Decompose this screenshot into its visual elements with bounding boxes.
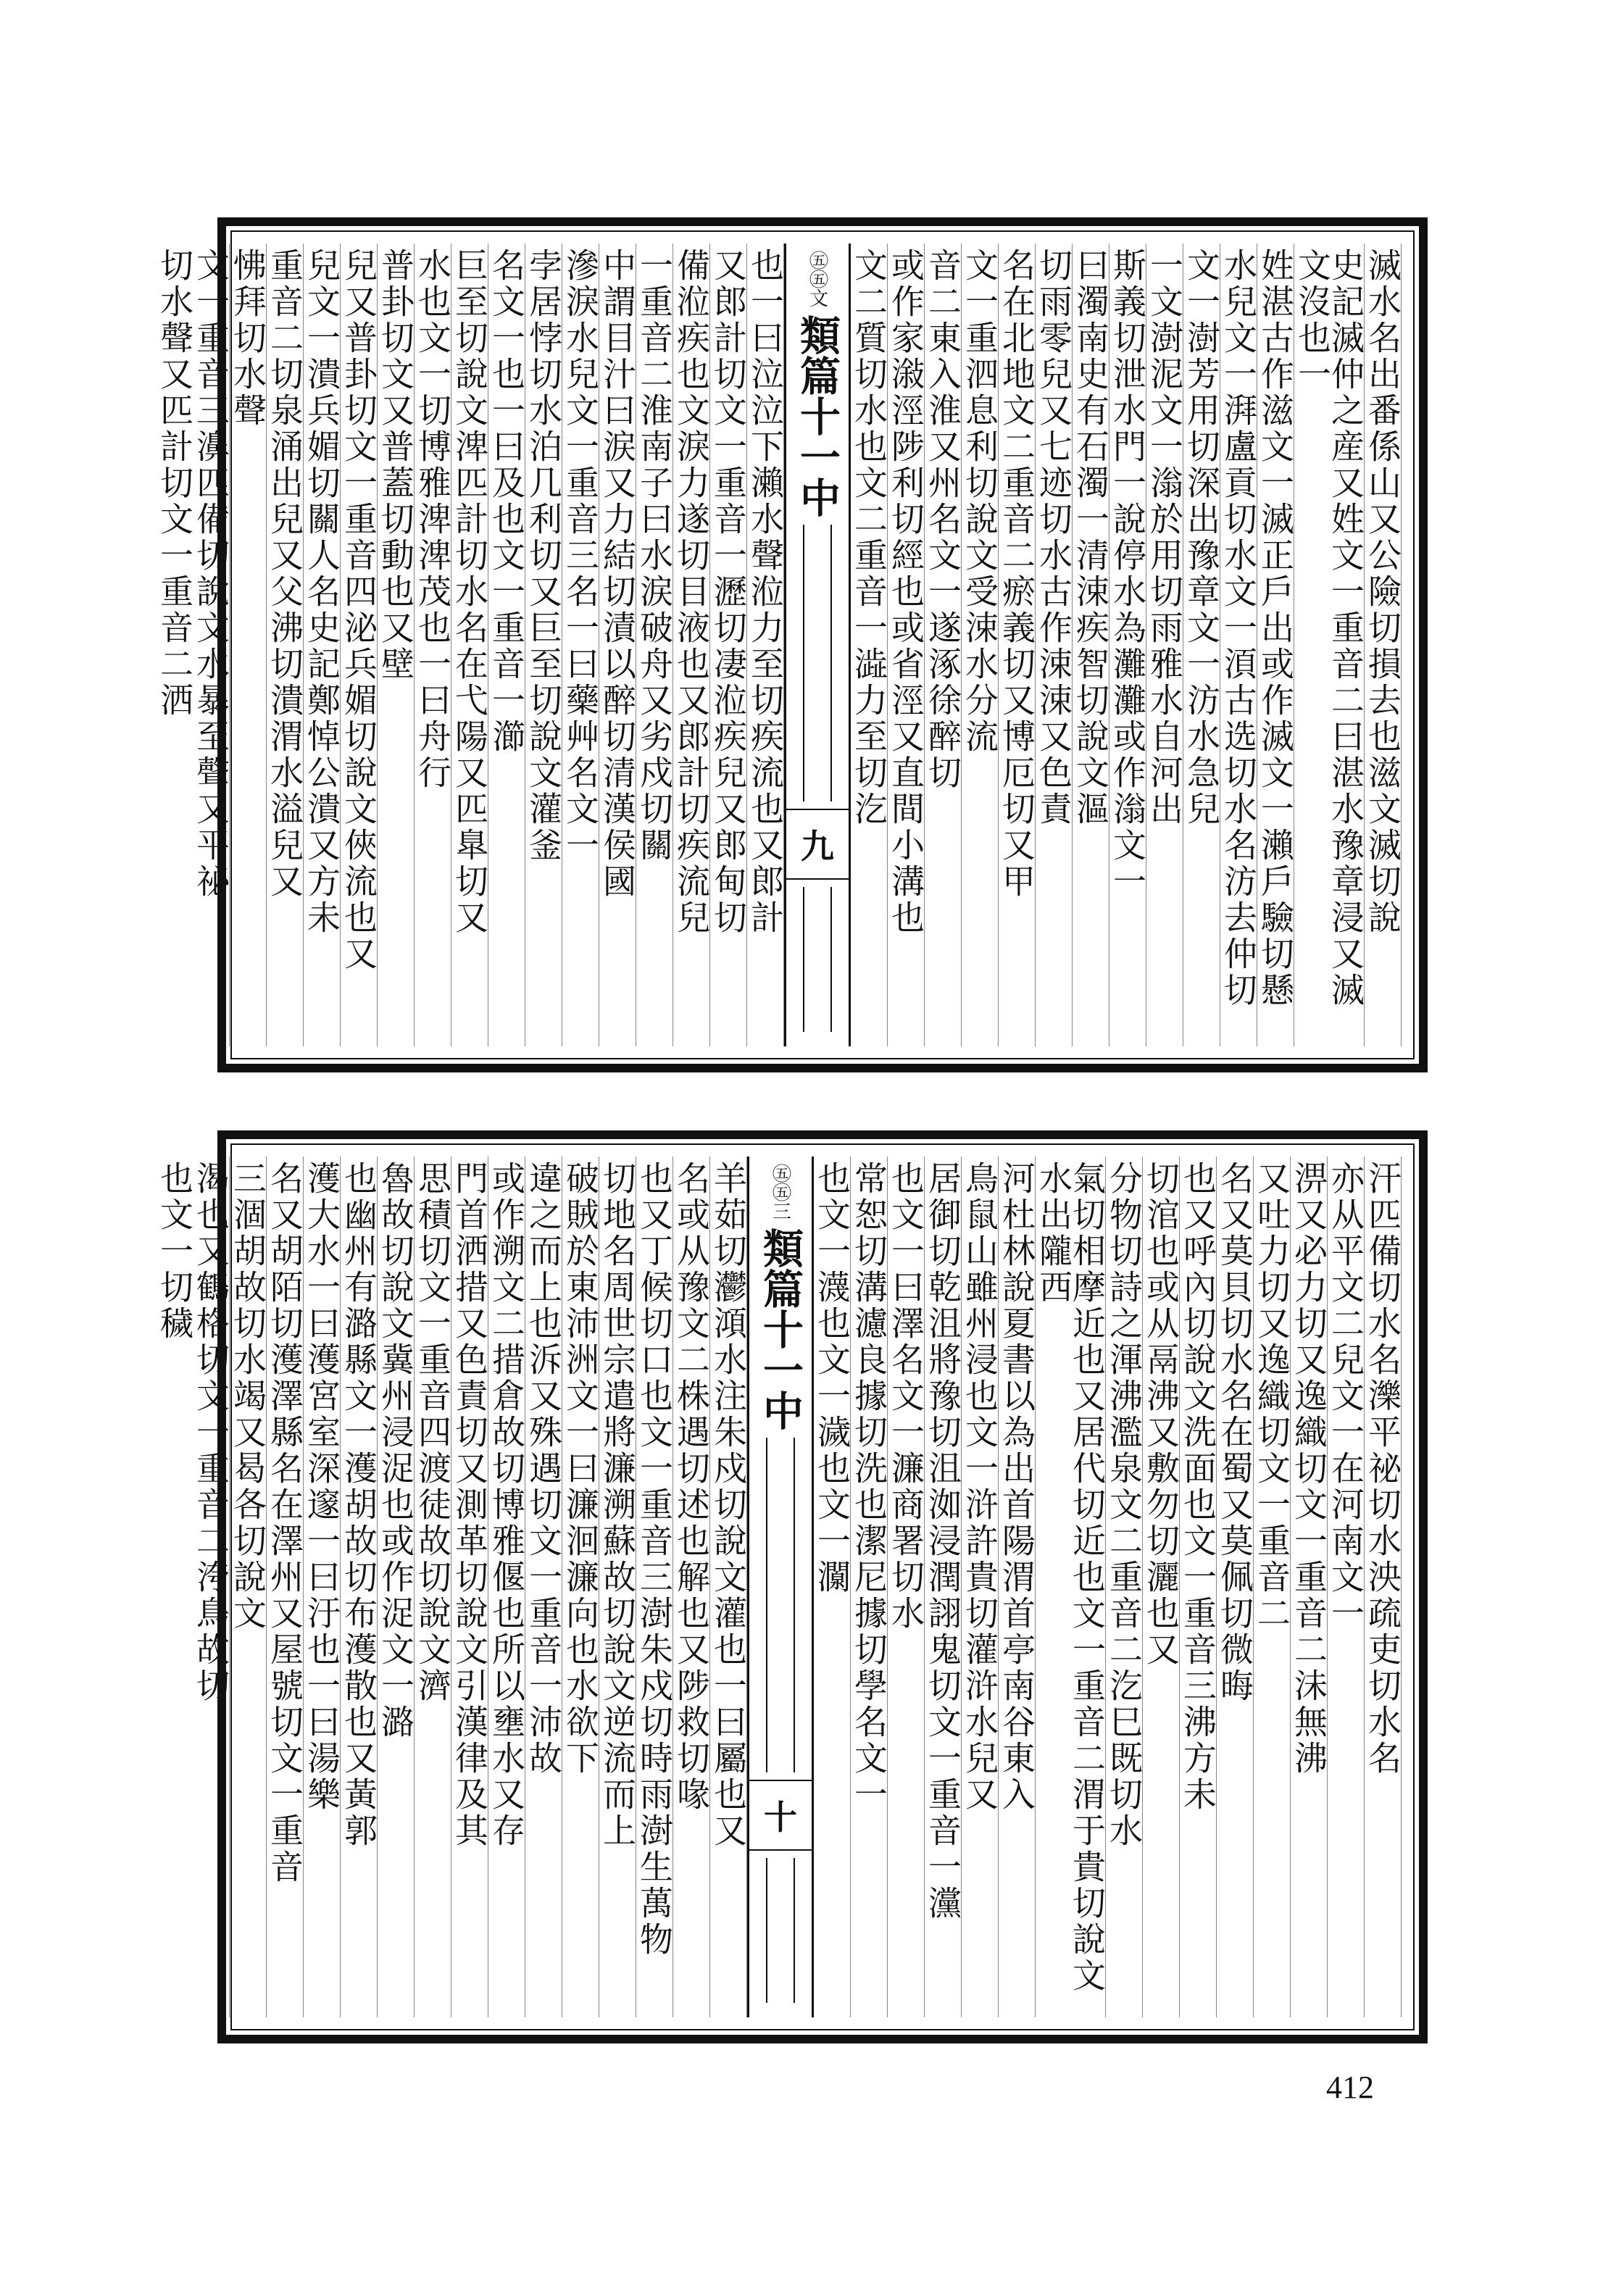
text-column: 名又胡陌切濩澤縣名在澤州又屋號切文一重音 <box>267 1157 304 2017</box>
top-dictionary-panel <box>155 217 1428 1072</box>
fish-tail-mark <box>766 1438 795 1772</box>
text-column: 滲淚水兒文一重音三名一曰藥艸名文一 <box>562 243 599 1046</box>
text-column: 怫拜切水聲 <box>230 243 267 1046</box>
text-column: 常恕切溝濾良據切洗也潔尼據切學名文一 <box>851 1157 888 2017</box>
text-column: 水也文一切博雅渒渒茂也一曰舟行 <box>415 243 451 1046</box>
center-fold <box>784 243 851 1046</box>
text-column: 名文一也一曰及也文一重音一瀄 <box>488 243 525 1046</box>
bottom-dictionary-panel <box>155 1130 1428 2043</box>
text-column: 滅水名出番係山又公險切損去也滋文滅切說 <box>1365 243 1402 1046</box>
text-column: 也文一曰澤名文一濂商署切水 <box>888 1157 925 2017</box>
text-column: 也文一瀎也文一濊也文一灁 <box>814 1157 851 2017</box>
text-column: 一文澍泥文一滃於用切雨雅水自河出 <box>1146 243 1183 1046</box>
volume-title: 類篇十一中 <box>757 1228 804 1430</box>
text-column: 又郎計切文一重音一瀝切凄涖疾兒又郎甸切 <box>710 243 747 1046</box>
text-column: 也又呼內切說文洗面也文一重音三沸方未 <box>1180 1157 1217 2017</box>
text-column: 魯故切說文冀州浸浞也或作浞文一潞 <box>378 1157 415 2017</box>
folio-code: ㊄㊄三 <box>769 1164 791 1220</box>
center-fold <box>747 1157 814 2017</box>
text-column: 備涖疾也文淚力遂切目液也又郎計切疾流兒 <box>673 243 710 1046</box>
text-column: 羊茹切灪澒水注朱戍切說文灌也一曰屬也又 <box>710 1157 747 2017</box>
text-column: 名又莫貝切水名在蜀又莫佩切微晦 <box>1217 1157 1254 2017</box>
text-column: 文一澍芳用切深出豫章文一汸水急兒 <box>1183 243 1220 1046</box>
text-column: 斯義切泄水門一說停水為灘灘或作滃文一 <box>1109 243 1146 1046</box>
text-column: 違之而上也泝又殊遇切文一重音一沛故 <box>525 1157 562 2017</box>
text-column: 思積切文一重音四渡徒故切說文濟 <box>415 1157 451 2017</box>
text-column: 濩大水一曰濩宮室深邃一曰汙也一曰湯樂 <box>304 1157 341 2017</box>
fish-tail-mark-lower <box>766 1858 795 2003</box>
text-column: 氣切相摩近也又居代切近也文一重音二渭于貴切說文水出隴西 <box>1036 1157 1106 2017</box>
text-column: 切涫也或从鬲沸又敷勿切灑也又 <box>1143 1157 1180 2017</box>
text-column: 普卦切文又普蓋切動也又壁 <box>378 243 415 1046</box>
text-column: 中謂目汁曰涙又力結切漬以醉切清漢侯國 <box>599 243 636 1046</box>
text-column: 也幽州有潞縣文一濩胡故切布濩散也又黃郭 <box>341 1157 378 2017</box>
text-column: 切地名周世宗遣將濂溯蘇故切說文逆流而上 <box>599 1157 636 2017</box>
text-column: 門首洒措又色責切又測革切說文引漢律及其 <box>451 1157 488 2017</box>
leaf-number: 十 <box>749 1780 812 1851</box>
text-column: 也一曰泣泣下瀨水聲涖力至切疾流也又郎計 <box>747 243 784 1046</box>
text-column: 亦从平文二兒文一在河南文一 <box>1328 1157 1365 2017</box>
text-column: 重音二切泉涌出兒又父沸切潰渭水溢兒又 <box>267 243 304 1046</box>
text-column: 鳥鼠山雖州浸也文一浒許貴切灌浒水兒又 <box>962 1157 999 2017</box>
text-column: 三涸胡故切水竭又曷各切說文 <box>230 1157 267 2017</box>
text-column: 淠又必力切又逸織切文一重音二沬無沸 <box>1291 1157 1328 2017</box>
fish-tail-mark-lower <box>803 887 832 1032</box>
folio-code: ㊄㊄文 <box>806 251 828 307</box>
text-column: 文二質切水也文二重音一澁力至切汔 <box>851 243 888 1046</box>
text-column: 河杜林說夏書以為出首陽渭首亭南谷東入 <box>999 1157 1036 2017</box>
text-column: 汗匹備切水名濼平祕切水泱疏吏切水名 <box>1365 1157 1402 2017</box>
text-column: 或作家潊涇陟利切經也或省涇又直間小溝也 <box>888 243 925 1046</box>
text-column: 也又丁候切口也文一重音三澍朱戍切時雨澍生萬物 <box>636 1157 673 2017</box>
text-column: 兒又普卦切文一重音四泌兵媚切說文俠流也又 <box>341 243 378 1046</box>
text-column: 一重音二淮南子曰水涙破舟又劣戍切關 <box>636 243 673 1046</box>
page-number: 412 <box>1326 2070 1374 2105</box>
text-column: 切水聲又匹計切文一重音二洒 <box>155 248 194 719</box>
text-column: 文一重音三濞匹備切說文水暴至聲又平祕 <box>193 243 230 1046</box>
text-column: 居御切乾沮將豫切沮洳浸潤詡鬼切文一重音一灙 <box>925 1157 962 2017</box>
text-column: 破賊於東沛洲文一曰濂洄濂向也水欲下 <box>562 1157 599 2017</box>
text-column: 也文一切穢 <box>155 1161 194 1342</box>
text-column: 水兒文一湃盧貢切水文一湏古选切水名汸去仲切 <box>1220 243 1257 1046</box>
text-column: 或作溯文二措倉故切博雅偃也所以壅水又存 <box>488 1157 525 2017</box>
volume-title: 類篇十一中 <box>794 314 841 517</box>
text-column: 又吐力切又逸織切文一重音二 <box>1254 1157 1291 2017</box>
text-column: 切雨零兒又七迹切水古作涑涑又色責 <box>1036 243 1073 1046</box>
text-column: 名或从豫文二株遇切述也解也又陟救切喙 <box>673 1157 710 2017</box>
text-column: 史記滅仲之産又姓文一重音二曰湛水豫章浸又滅文沒也一 <box>1294 243 1365 1046</box>
text-column: 曰濁南史有石濁一清涑疾智切說文漚 <box>1073 243 1109 1046</box>
bottom-columns <box>155 1157 1402 2017</box>
text-column: 巨至切說文渒匹計切水名在弋陽又匹臯切又 <box>451 243 488 1046</box>
leaf-number: 九 <box>786 809 849 880</box>
text-column: 音二東入淮又州名文一遂涿徐醉切 <box>925 243 962 1046</box>
text-column: 姓湛古作滋文一滅正戶出或作滅文一瀨戶驗切懸 <box>1257 243 1294 1046</box>
top-columns <box>155 243 1402 1046</box>
text-column: 分物切詩之渾沸濫泉文二重音二汔巳既切水 <box>1106 1157 1143 2017</box>
text-column: 孛居悖切水泊几利切又巨至切說文灌釜 <box>525 243 562 1046</box>
text-column: 渴也又鶴格切文一重音二洿鳥故切 <box>193 1157 230 2017</box>
text-column: 文一重泗息利切說文受涑水分流 <box>962 243 999 1046</box>
text-column: 兒文一潰兵媚切關人名史記鄭悼公潰又方未 <box>304 243 341 1046</box>
fish-tail-mark <box>803 525 832 801</box>
text-column: 名在北地文二重音二瘀義切又博厄切又甲 <box>999 243 1036 1046</box>
